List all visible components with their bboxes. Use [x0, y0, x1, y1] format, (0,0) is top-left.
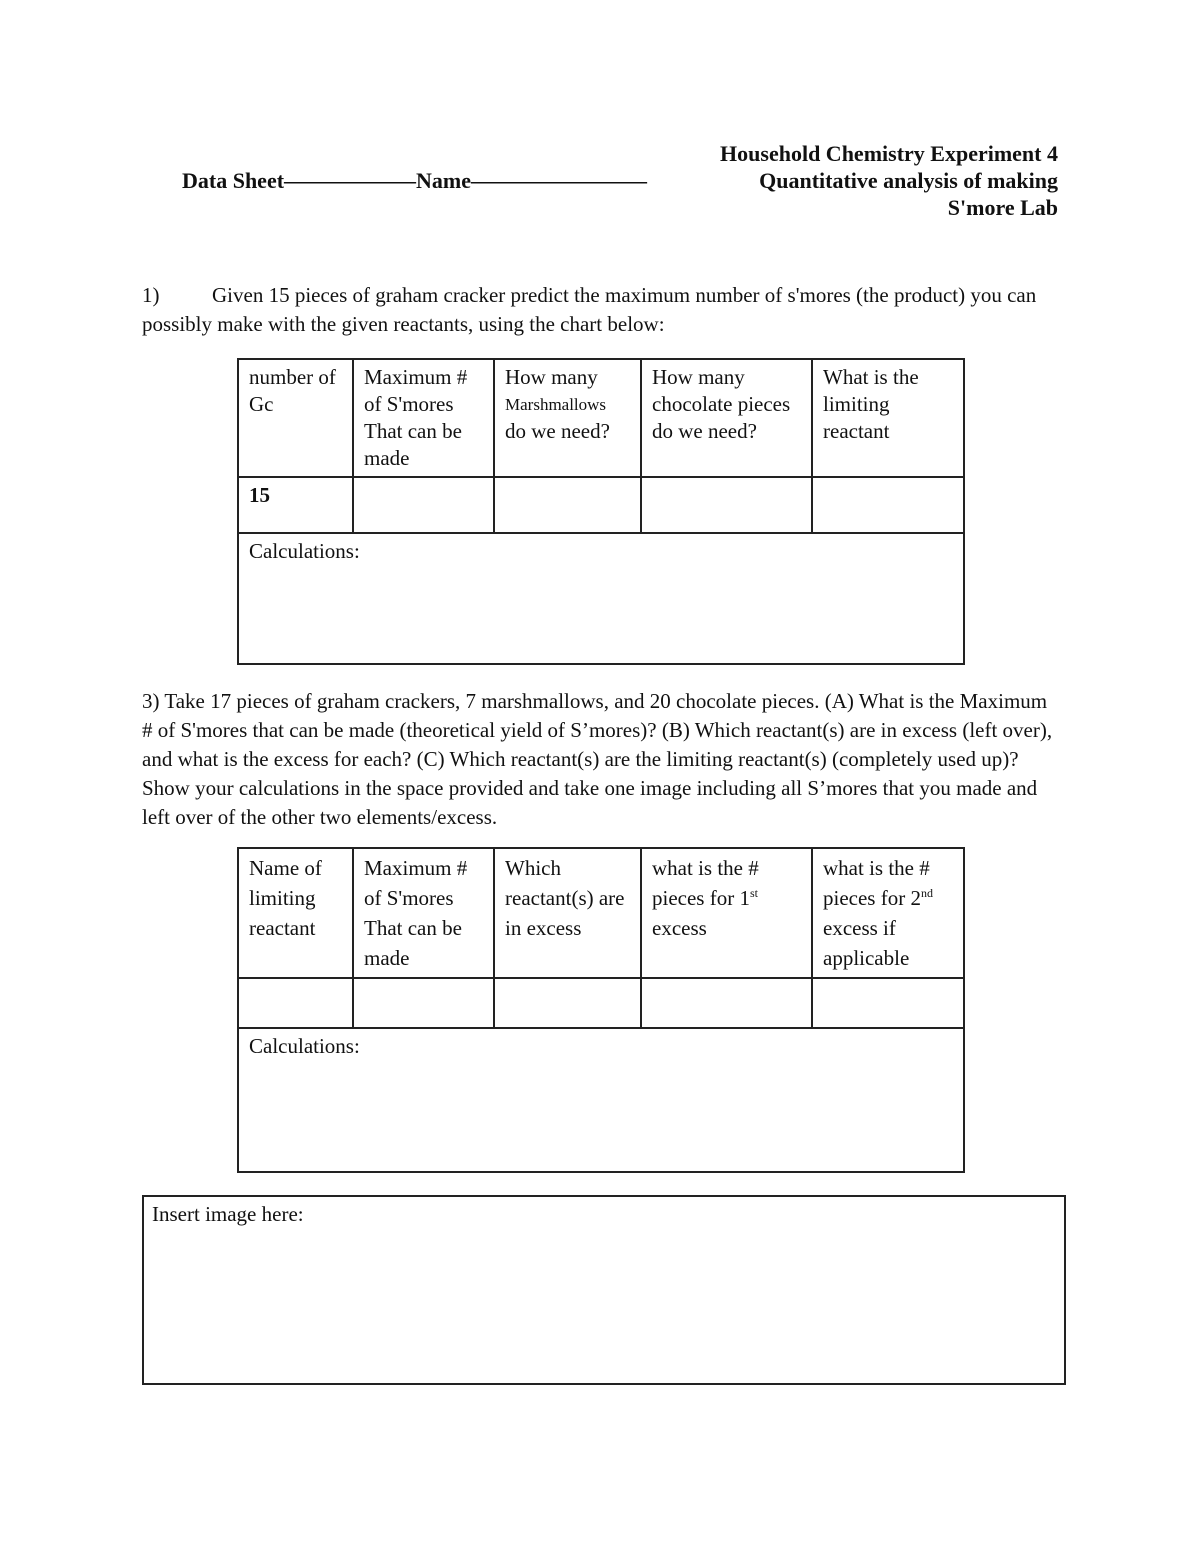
header-limiting-reactant-name: Name of limiting reactant: [238, 848, 353, 978]
experiment-subtitle-line1: Quantitative analysis of making: [759, 168, 1058, 193]
max-smores-answer-cell[interactable]: [353, 477, 494, 533]
question-1-number: 1): [142, 283, 160, 307]
question-3-text: 3) Take 17 pieces of graham crackers, 7 marshmallows, and 20 chocolate pieces. (A) What is the Maximum # of S'mores that can be made (theoretical yield of S’mores)? (B) Which reactant(s) are in excess (left over), and what is the excess for each? (C) Which reactant(s) are the limiting reactant(s) (completely used up)? Show your calculations in the space provided and take one image including all S’mores that you made and left over of the other two elements/excess.: [142, 689, 1053, 829]
marshmallows-answer-cell[interactable]: [494, 477, 641, 533]
experiment-title: Household Chemistry Experiment 4: [720, 141, 1058, 166]
table-header-row: [238, 848, 964, 978]
first-excess-answer-cell[interactable]: [641, 978, 812, 1028]
calculations-cell[interactable]: [238, 1028, 964, 1172]
calculations-cell[interactable]: [238, 533, 964, 664]
data-sheet-name-line: Data Sheet——————Name————————: [182, 168, 648, 193]
header-row: [0, 167, 1058, 194]
header-limiting-reactant: What is the limiting reactant: [812, 359, 964, 477]
limiting-reactant-answer-cell[interactable]: [238, 978, 353, 1028]
table-header-row: [238, 359, 964, 477]
header-first-excess: what is the # pieces for 1st excess: [641, 848, 812, 978]
question-1-text: Given 15 pieces of graham cracker predict the maximum number of s'mores (the product) you can possibly make with the given reactants, using the chart below:: [142, 283, 1037, 336]
insert-image-label: Insert image here:: [152, 1202, 304, 1226]
header-excess-reactants: Which reactant(s) are in excess: [494, 848, 641, 978]
header-second-excess: what is the # pieces for 2nd excess if applicable: [812, 848, 964, 978]
header-max-smores: Maximum # of S'mores That can be made: [353, 359, 494, 477]
header-max-smores: Maximum # of S'mores That can be made: [353, 848, 494, 978]
table-row: [238, 978, 964, 1028]
calculations-row: [238, 1028, 964, 1172]
max-smores-answer-cell[interactable]: [353, 978, 494, 1028]
header-marshmallows: [494, 359, 641, 477]
header-marshmallows-line2: Marshmallows: [505, 395, 607, 414]
table-row: [238, 477, 964, 533]
calculations-label: Calculations:: [249, 539, 360, 563]
gc-value-cell: 15: [238, 477, 353, 533]
question-3-table: [237, 847, 965, 1173]
limiting-reactant-answer-cell[interactable]: [812, 477, 964, 533]
header-chocolate: How many chocolate pieces do we need?: [641, 359, 812, 477]
experiment-subtitle-line2: S'more Lab: [947, 195, 1058, 220]
question-1-table: [237, 358, 965, 665]
document-header: [0, 140, 1058, 221]
chocolate-answer-cell[interactable]: [641, 477, 812, 533]
header-number-of-gc: number of Gc: [238, 359, 353, 477]
calculations-label: Calculations:: [249, 1034, 360, 1058]
excess-reactants-answer-cell[interactable]: [494, 978, 641, 1028]
calculations-row: [238, 533, 964, 664]
header-marshmallows-line3: do we need?: [505, 419, 610, 443]
question-1: [142, 281, 1062, 339]
header-marshmallows-line1: How many: [505, 365, 598, 389]
second-excess-answer-cell[interactable]: [812, 978, 964, 1028]
insert-image-box[interactable]: [142, 1195, 1066, 1385]
